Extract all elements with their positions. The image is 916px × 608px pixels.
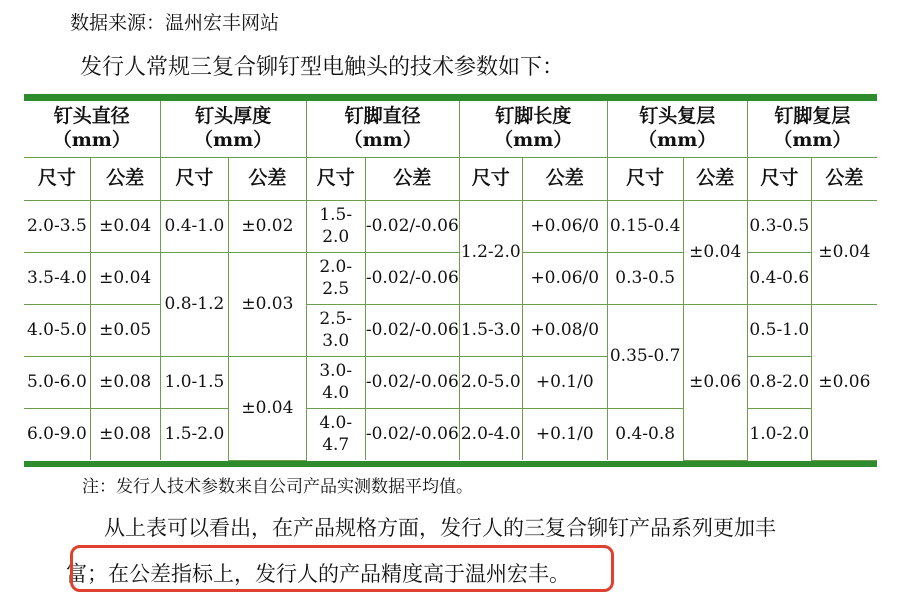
cell-foot-layer: 0.4-0.6	[747, 253, 811, 305]
conclusion-prefix: 富；	[66, 562, 108, 586]
cell-foot-length: 2.0-5.0	[459, 357, 522, 409]
cell-head-diameter: 6.0-9.0	[24, 409, 90, 461]
cell-head-diameter-tol: ±0.05	[90, 305, 160, 357]
sub-size: 尺寸	[607, 158, 683, 201]
cell-foot-length: 1.2-2.0	[459, 201, 522, 305]
cell-foot-length-tol: +0.06/0	[522, 201, 607, 253]
conclusion-line-1: 从上表可以看出，在产品规格方面，发行人的三复合铆钉产品系列更加丰	[104, 516, 776, 540]
sub-tol: 公差	[522, 158, 607, 201]
highlighted-sentence: 在公差指标上，发行人的产品精度高于温州宏丰。	[108, 562, 570, 586]
spec-table	[24, 101, 877, 461]
cell-foot-layer: 1.0-2.0	[747, 409, 811, 461]
highlight-box	[70, 545, 614, 592]
cell-foot-length: 2.0-4.0	[459, 409, 522, 461]
cell-head-layer: 0.4-0.8	[607, 409, 683, 461]
cell-head-thickness: 0.8-1.2	[160, 253, 229, 357]
table-note: 注：发行人技术参数来自公司产品实测数据平均值。	[82, 477, 473, 497]
cell-head-diameter-tol: ±0.04	[90, 253, 160, 305]
cell-head-thickness-tol: ±0.03	[229, 253, 306, 357]
cell-head-diameter: 2.0-3.5	[24, 201, 90, 253]
cell-head-layer: 0.35-0.7	[607, 305, 683, 409]
sub-size: 尺寸	[306, 158, 365, 201]
cell-foot-diameter: 3.0-4.0	[306, 357, 365, 409]
table-row	[24, 409, 877, 461]
cell-head-thickness-tol: ±0.02	[229, 201, 306, 253]
cell-head-diameter: 4.0-5.0	[24, 305, 90, 357]
cell-foot-length-tol: +0.06/0	[522, 253, 607, 305]
cell-foot-diameter-tol: -0.02/-0.06	[365, 409, 459, 461]
sub-size: 尺寸	[459, 158, 522, 201]
cell-head-diameter-tol: ±0.04	[90, 201, 160, 253]
table-sub-header-row	[24, 158, 877, 201]
table-top-rule	[24, 94, 877, 101]
cell-foot-length: 1.5-3.0	[459, 305, 522, 357]
table-row	[24, 253, 877, 305]
cell-foot-diameter-tol: -0.02/-0.06	[365, 357, 459, 409]
cell-foot-diameter: 2.0-2.5	[306, 253, 365, 305]
cell-head-layer-tol: ±0.04	[683, 201, 747, 305]
group-foot-layer: 钉脚复层 （mm）	[747, 101, 877, 158]
cell-head-diameter-tol: ±0.08	[90, 357, 160, 409]
cell-head-thickness-tol: ±0.04	[229, 357, 306, 461]
cell-foot-layer: 0.5-1.0	[747, 305, 811, 357]
sub-size: 尺寸	[160, 158, 229, 201]
cell-foot-length-tol: +0.08/0	[522, 305, 607, 357]
cell-foot-length-tol: +0.1/0	[522, 357, 607, 409]
table-bottom-rule	[24, 461, 877, 467]
cell-foot-diameter: 4.0-4.7	[306, 409, 365, 461]
sub-tol: 公差	[90, 158, 160, 201]
sub-tol: 公差	[811, 158, 877, 201]
group-foot-diameter: 钉脚直径 （mm）	[306, 101, 459, 158]
data-source-line: 数据来源：温州宏丰网站	[70, 12, 280, 34]
group-head-diameter: 钉头直径 （mm）	[24, 101, 160, 158]
cell-head-thickness: 0.4-1.0	[160, 201, 229, 253]
group-foot-length: 钉脚长度 （mm）	[459, 101, 607, 158]
sub-size: 尺寸	[24, 158, 90, 201]
cell-foot-length-tol: +0.1/0	[522, 409, 607, 461]
cell-foot-layer-tol: ±0.04	[811, 201, 877, 305]
cell-head-thickness: 1.0-1.5	[160, 357, 229, 409]
cell-foot-diameter-tol: -0.02/-0.06	[365, 253, 459, 305]
group-head-layer: 钉头复层 （mm）	[607, 101, 747, 158]
sub-tol: 公差	[229, 158, 306, 201]
cell-head-layer: 0.3-0.5	[607, 253, 683, 305]
table-row	[24, 357, 877, 409]
cell-foot-layer-tol: ±0.06	[811, 305, 877, 461]
cell-foot-layer: 0.3-0.5	[747, 201, 811, 253]
cell-head-layer: 0.15-0.4	[607, 201, 683, 253]
cell-head-layer-tol: ±0.06	[683, 305, 747, 461]
cell-head-diameter: 5.0-6.0	[24, 357, 90, 409]
group-head-thickness: 钉头厚度 （mm）	[160, 101, 306, 158]
cell-foot-diameter-tol: -0.02/-0.06	[365, 305, 459, 357]
cell-head-thickness: 1.5-2.0	[160, 409, 229, 461]
table-group-header-row	[24, 101, 877, 158]
cell-head-diameter: 3.5-4.0	[24, 253, 90, 305]
sub-size: 尺寸	[747, 158, 811, 201]
cell-head-diameter-tol: ±0.08	[90, 409, 160, 461]
intro-sentence: 发行人常规三复合铆钉型电触头的技术参数如下：	[80, 55, 565, 80]
cell-foot-layer: 0.8-2.0	[747, 357, 811, 409]
table-row	[24, 201, 877, 253]
sub-tol: 公差	[365, 158, 459, 201]
table-row	[24, 305, 877, 357]
sub-tol: 公差	[683, 158, 747, 201]
cell-foot-diameter-tol: -0.02/-0.06	[365, 201, 459, 253]
cell-foot-diameter: 2.5-3.0	[306, 305, 365, 357]
cell-foot-diameter: 1.5-2.0	[306, 201, 365, 253]
